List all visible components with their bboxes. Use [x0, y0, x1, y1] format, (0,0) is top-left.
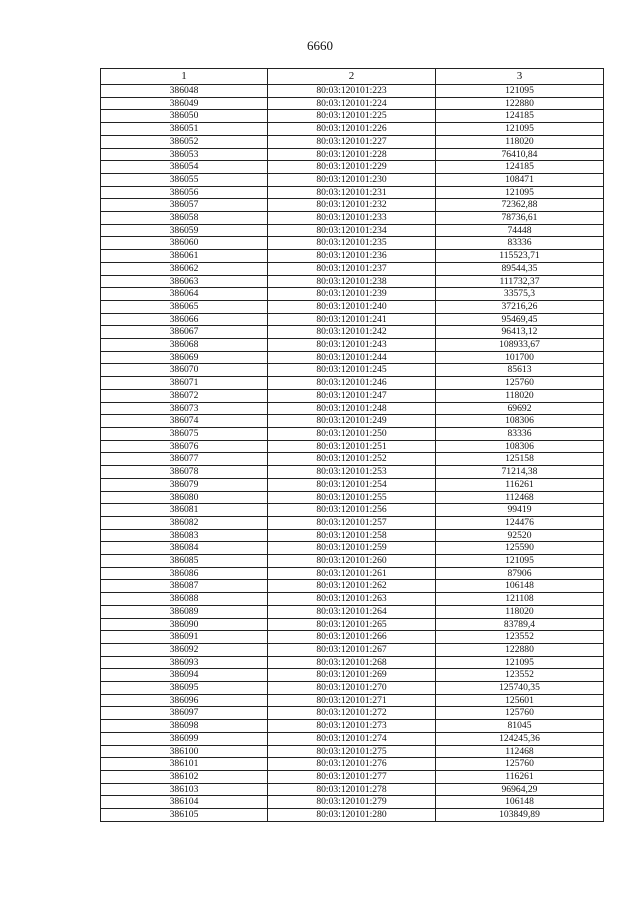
- table-row: [101, 758, 604, 771]
- table-row: [101, 326, 604, 339]
- cadastral-cell: 80:03:120101:259: [268, 542, 436, 555]
- value-cell: 101700: [436, 351, 604, 364]
- cadastral-cell: 80:03:120101:228: [268, 148, 436, 161]
- cadastral-cell: 80:03:120101:274: [268, 732, 436, 745]
- number-cell: 386061: [101, 250, 268, 263]
- cadastral-cell: 80:03:120101:239: [268, 288, 436, 301]
- number-cell: 386092: [101, 643, 268, 656]
- number-cell: 386048: [101, 85, 268, 98]
- cadastral-cell: 80:03:120101:273: [268, 720, 436, 733]
- number-cell: 386085: [101, 555, 268, 568]
- cadastral-cell: 80:03:120101:252: [268, 453, 436, 466]
- table-row: [101, 694, 604, 707]
- number-cell: 386098: [101, 720, 268, 733]
- number-cell: 386091: [101, 631, 268, 644]
- cadastral-cell: 80:03:120101:261: [268, 567, 436, 580]
- cadastral-cell: 80:03:120101:227: [268, 135, 436, 148]
- cadastral-cell: 80:03:120101:230: [268, 173, 436, 186]
- cadastral-cell: 80:03:120101:280: [268, 809, 436, 822]
- cadastral-cell: 80:03:120101:269: [268, 669, 436, 682]
- value-cell: 87906: [436, 567, 604, 580]
- cadastral-cell: 80:03:120101:223: [268, 85, 436, 98]
- cadastral-cell: 80:03:120101:236: [268, 250, 436, 263]
- number-cell: 386059: [101, 224, 268, 237]
- table-row: [101, 605, 604, 618]
- column-header-2: 2: [268, 69, 436, 85]
- number-cell: 386089: [101, 605, 268, 618]
- value-cell: 92520: [436, 529, 604, 542]
- table-row: [101, 377, 604, 390]
- table-row: [101, 593, 604, 606]
- cadastral-cell: 80:03:120101:233: [268, 212, 436, 225]
- value-cell: 121095: [436, 656, 604, 669]
- cadastral-cell: 80:03:120101:256: [268, 504, 436, 517]
- number-cell: 386080: [101, 491, 268, 504]
- page-number: 6660: [307, 38, 333, 53]
- number-cell: 386055: [101, 173, 268, 186]
- value-cell: 121095: [436, 555, 604, 568]
- cadastral-cell: 80:03:120101:272: [268, 707, 436, 720]
- value-cell: 124185: [436, 110, 604, 123]
- cadastral-cell: 80:03:120101:240: [268, 300, 436, 313]
- value-cell: 125590: [436, 542, 604, 555]
- table-row: [101, 732, 604, 745]
- value-cell: 106148: [436, 796, 604, 809]
- table-row: [101, 237, 604, 250]
- value-cell: 76410,84: [436, 148, 604, 161]
- table-row: [101, 504, 604, 517]
- cadastral-cell: 80:03:120101:242: [268, 326, 436, 339]
- value-cell: 118020: [436, 135, 604, 148]
- number-cell: 386066: [101, 313, 268, 326]
- number-cell: 386069: [101, 351, 268, 364]
- cadastral-cell: 80:03:120101:276: [268, 758, 436, 771]
- table-row: [101, 313, 604, 326]
- value-cell: 124245,36: [436, 732, 604, 745]
- value-cell: 74448: [436, 224, 604, 237]
- value-cell: 108933,67: [436, 339, 604, 352]
- cadastral-cell: 80:03:120101:254: [268, 478, 436, 491]
- value-cell: 37216,26: [436, 300, 604, 313]
- cadastral-cell: 80:03:120101:266: [268, 631, 436, 644]
- table-row: [101, 85, 604, 98]
- number-cell: 386075: [101, 427, 268, 440]
- table-row: [101, 453, 604, 466]
- value-cell: 121108: [436, 593, 604, 606]
- value-cell: 99419: [436, 504, 604, 517]
- cadastral-cell: 80:03:120101:245: [268, 364, 436, 377]
- cadastral-cell: 80:03:120101:225: [268, 110, 436, 123]
- table-row: [101, 720, 604, 733]
- value-cell: 83789,4: [436, 618, 604, 631]
- number-cell: 386063: [101, 275, 268, 288]
- table-row: [101, 770, 604, 783]
- value-cell: 123552: [436, 669, 604, 682]
- value-cell: 108306: [436, 440, 604, 453]
- number-cell: 386093: [101, 656, 268, 669]
- table-row: [101, 783, 604, 796]
- cadastral-cell: 80:03:120101:264: [268, 605, 436, 618]
- table-row: [101, 186, 604, 199]
- cadastral-cell: 80:03:120101:226: [268, 123, 436, 136]
- number-cell: 386097: [101, 707, 268, 720]
- cadastral-cell: 80:03:120101:250: [268, 427, 436, 440]
- table-row: [101, 631, 604, 644]
- value-cell: 121095: [436, 186, 604, 199]
- value-cell: 116261: [436, 770, 604, 783]
- table-row: [101, 478, 604, 491]
- number-cell: 386083: [101, 529, 268, 542]
- value-cell: 89544,35: [436, 262, 604, 275]
- table-row: [101, 427, 604, 440]
- value-cell: 122880: [436, 643, 604, 656]
- data-table: [100, 68, 604, 822]
- value-cell: 124185: [436, 161, 604, 174]
- number-cell: 386094: [101, 669, 268, 682]
- cadastral-cell: 80:03:120101:275: [268, 745, 436, 758]
- cadastral-cell: 80:03:120101:267: [268, 643, 436, 656]
- table-row: [101, 402, 604, 415]
- value-cell: 103849,89: [436, 809, 604, 822]
- table-row: [101, 212, 604, 225]
- number-cell: 386078: [101, 466, 268, 479]
- cadastral-cell: 80:03:120101:232: [268, 199, 436, 212]
- value-cell: 118020: [436, 605, 604, 618]
- table-row: [101, 707, 604, 720]
- value-cell: 69692: [436, 402, 604, 415]
- number-cell: 386064: [101, 288, 268, 301]
- column-header-1: 1: [101, 69, 268, 85]
- number-cell: 386050: [101, 110, 268, 123]
- cadastral-cell: 80:03:120101:270: [268, 682, 436, 695]
- table-header-row: [101, 69, 604, 85]
- table-row: [101, 415, 604, 428]
- value-cell: 96964,29: [436, 783, 604, 796]
- value-cell: 106148: [436, 580, 604, 593]
- table-row: [101, 199, 604, 212]
- number-cell: 386096: [101, 694, 268, 707]
- number-cell: 386079: [101, 478, 268, 491]
- table-row: [101, 224, 604, 237]
- value-cell: 96413,12: [436, 326, 604, 339]
- cadastral-cell: 80:03:120101:279: [268, 796, 436, 809]
- number-cell: 386056: [101, 186, 268, 199]
- cadastral-cell: 80:03:120101:271: [268, 694, 436, 707]
- number-cell: 386103: [101, 783, 268, 796]
- number-cell: 386099: [101, 732, 268, 745]
- cadastral-cell: 80:03:120101:241: [268, 313, 436, 326]
- number-cell: 386105: [101, 809, 268, 822]
- table-body: [101, 85, 604, 822]
- table-row: [101, 173, 604, 186]
- value-cell: 125760: [436, 377, 604, 390]
- number-cell: 386082: [101, 516, 268, 529]
- number-cell: 386058: [101, 212, 268, 225]
- number-cell: 386095: [101, 682, 268, 695]
- value-cell: 116261: [436, 478, 604, 491]
- table-row: [101, 110, 604, 123]
- cadastral-cell: 80:03:120101:224: [268, 97, 436, 110]
- number-cell: 386102: [101, 770, 268, 783]
- cadastral-cell: 80:03:120101:257: [268, 516, 436, 529]
- cadastral-cell: 80:03:120101:260: [268, 555, 436, 568]
- number-cell: 386074: [101, 415, 268, 428]
- table-row: [101, 275, 604, 288]
- number-cell: 386071: [101, 377, 268, 390]
- cadastral-cell: 80:03:120101:237: [268, 262, 436, 275]
- number-cell: 386062: [101, 262, 268, 275]
- number-cell: 386088: [101, 593, 268, 606]
- cadastral-cell: 80:03:120101:244: [268, 351, 436, 364]
- cadastral-cell: 80:03:120101:255: [268, 491, 436, 504]
- value-cell: 121095: [436, 85, 604, 98]
- table-row: [101, 300, 604, 313]
- number-cell: 386070: [101, 364, 268, 377]
- value-cell: 125601: [436, 694, 604, 707]
- table-row: [101, 656, 604, 669]
- value-cell: 78736,61: [436, 212, 604, 225]
- value-cell: 112468: [436, 491, 604, 504]
- value-cell: 85613: [436, 364, 604, 377]
- cadastral-cell: 80:03:120101:249: [268, 415, 436, 428]
- number-cell: 386101: [101, 758, 268, 771]
- table-row: [101, 288, 604, 301]
- value-cell: 111732,37: [436, 275, 604, 288]
- value-cell: 83336: [436, 427, 604, 440]
- value-cell: 125740,35: [436, 682, 604, 695]
- table-row: [101, 618, 604, 631]
- cadastral-cell: 80:03:120101:278: [268, 783, 436, 796]
- table-row: [101, 148, 604, 161]
- table-row: [101, 809, 604, 822]
- number-cell: 386100: [101, 745, 268, 758]
- table-row: [101, 364, 604, 377]
- cadastral-cell: 80:03:120101:248: [268, 402, 436, 415]
- table-row: [101, 97, 604, 110]
- cadastral-cell: 80:03:120101:253: [268, 466, 436, 479]
- number-cell: 386073: [101, 402, 268, 415]
- cadastral-cell: 80:03:120101:251: [268, 440, 436, 453]
- value-cell: 71214,38: [436, 466, 604, 479]
- table-row: [101, 542, 604, 555]
- value-cell: 112468: [436, 745, 604, 758]
- table-row: [101, 351, 604, 364]
- table-row: [101, 250, 604, 263]
- cadastral-cell: 80:03:120101:265: [268, 618, 436, 631]
- table-row: [101, 262, 604, 275]
- value-cell: 122880: [436, 97, 604, 110]
- table-row: [101, 491, 604, 504]
- value-cell: 115523,71: [436, 250, 604, 263]
- column-header-3: 3: [436, 69, 604, 85]
- table-row: [101, 123, 604, 136]
- cadastral-cell: 80:03:120101:234: [268, 224, 436, 237]
- number-cell: 386051: [101, 123, 268, 136]
- table-row: [101, 389, 604, 402]
- number-cell: 386057: [101, 199, 268, 212]
- table-row: [101, 440, 604, 453]
- value-cell: 125158: [436, 453, 604, 466]
- value-cell: 108306: [436, 415, 604, 428]
- number-cell: 386090: [101, 618, 268, 631]
- value-cell: 72362,88: [436, 199, 604, 212]
- table-row: [101, 555, 604, 568]
- table-row: [101, 567, 604, 580]
- value-cell: 118020: [436, 389, 604, 402]
- number-cell: 386053: [101, 148, 268, 161]
- cadastral-cell: 80:03:120101:262: [268, 580, 436, 593]
- number-cell: 386087: [101, 580, 268, 593]
- number-cell: 386084: [101, 542, 268, 555]
- number-cell: 386060: [101, 237, 268, 250]
- value-cell: 108471: [436, 173, 604, 186]
- cadastral-cell: 80:03:120101:268: [268, 656, 436, 669]
- cadastral-cell: 80:03:120101:258: [268, 529, 436, 542]
- value-cell: 83336: [436, 237, 604, 250]
- number-cell: 386081: [101, 504, 268, 517]
- cadastral-cell: 80:03:120101:229: [268, 161, 436, 174]
- cadastral-cell: 80:03:120101:277: [268, 770, 436, 783]
- cadastral-cell: 80:03:120101:235: [268, 237, 436, 250]
- table-row: [101, 135, 604, 148]
- number-cell: 386054: [101, 161, 268, 174]
- number-cell: 386068: [101, 339, 268, 352]
- number-cell: 386052: [101, 135, 268, 148]
- table-row: [101, 643, 604, 656]
- table-row: [101, 669, 604, 682]
- value-cell: 124476: [436, 516, 604, 529]
- cadastral-cell: 80:03:120101:243: [268, 339, 436, 352]
- cadastral-cell: 80:03:120101:238: [268, 275, 436, 288]
- table-row: [101, 529, 604, 542]
- number-cell: 386067: [101, 326, 268, 339]
- number-cell: 386049: [101, 97, 268, 110]
- table-row: [101, 161, 604, 174]
- table-row: [101, 796, 604, 809]
- number-cell: 386065: [101, 300, 268, 313]
- number-cell: 386072: [101, 389, 268, 402]
- table-row: [101, 466, 604, 479]
- cadastral-cell: 80:03:120101:231: [268, 186, 436, 199]
- number-cell: 386104: [101, 796, 268, 809]
- table-row: [101, 516, 604, 529]
- cadastral-cell: 80:03:120101:263: [268, 593, 436, 606]
- value-cell: 123552: [436, 631, 604, 644]
- value-cell: 125760: [436, 758, 604, 771]
- value-cell: 33575,3: [436, 288, 604, 301]
- cadastral-cell: 80:03:120101:247: [268, 389, 436, 402]
- table-row: [101, 339, 604, 352]
- table-row: [101, 682, 604, 695]
- number-cell: 386086: [101, 567, 268, 580]
- value-cell: 95469,45: [436, 313, 604, 326]
- number-cell: 386077: [101, 453, 268, 466]
- cadastral-cell: 80:03:120101:246: [268, 377, 436, 390]
- value-cell: 125760: [436, 707, 604, 720]
- value-cell: 81045: [436, 720, 604, 733]
- table-row: [101, 580, 604, 593]
- table-row: [101, 745, 604, 758]
- number-cell: 386076: [101, 440, 268, 453]
- value-cell: 121095: [436, 123, 604, 136]
